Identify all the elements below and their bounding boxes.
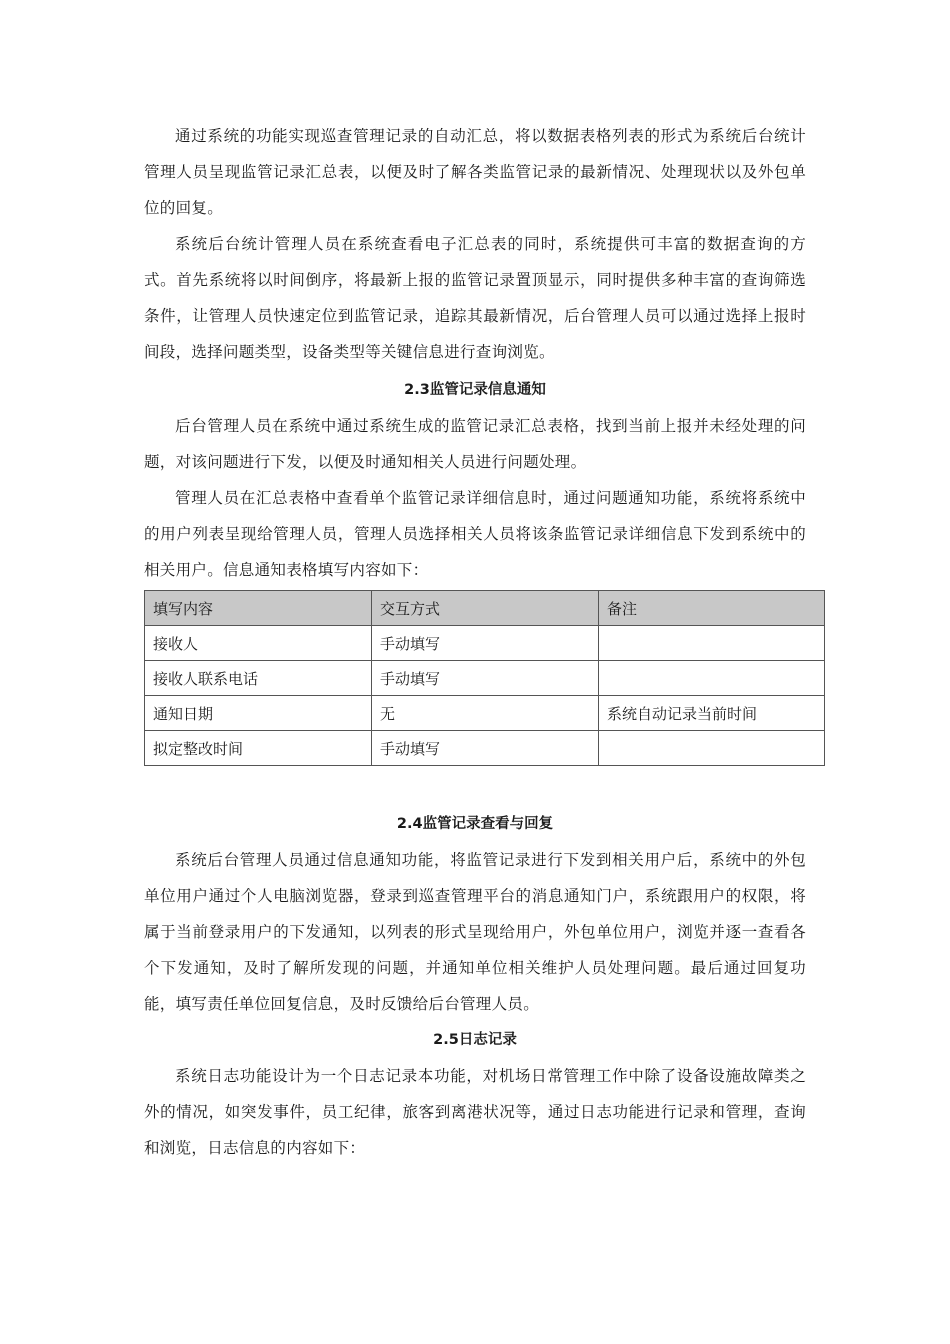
- section-2-4-paragraph-1: 系统后台管理人员通过信息通知功能，将监管记录进行下发到相关用户后，系统中的外包单位用户通过个人电脑浏览器，登录到巡查管理平台的消息通知门户，系统跟用户的权限，将属于当前登录用户的下发通知，以列表的形式呈现给用户，外包单位用户，浏览并逐一查看各个下发通知，及时了解所发现的问题，并通知单位相关维护人员处理问题。最后通过回复功能，填写责任单位回复信息，及时反馈给后台管理人员。: [144, 851, 806, 1013]
- table-cell: 拟定整改时间: [145, 731, 372, 766]
- table-header-cell: 交互方式: [372, 591, 599, 626]
- table-header-cell: 填写内容: [145, 591, 372, 626]
- intro-paragraph-1: 通过系统的功能实现巡查管理记录的自动汇总，将以数据表格列表的形式为系统后台统计管理人员呈现监管记录汇总表，以便及时了解各类监管记录的最新情况、处理现状以及外包单位的回复。: [144, 127, 806, 217]
- section-2-5-paragraph-1: 系统日志功能设计为一个日志记录本功能，对机场日常管理工作中除了设备设施故障类之外的情况，如突发事件，员工纪律，旅客到离港状况等，通过日志功能进行记录和管理，查询和浏览，日志信息的内容如下：: [144, 1067, 806, 1157]
- table-row: [145, 626, 825, 661]
- table-row: [145, 661, 825, 696]
- table-cell: 系统自动记录当前时间: [599, 696, 825, 731]
- table-cell: [599, 661, 825, 696]
- table-cell: 手动填写: [372, 661, 599, 696]
- document-body: [144, 118, 806, 1166]
- section-2-3-paragraph-1: 后台管理人员在系统中通过系统生成的监管记录汇总表格，找到当前上报并未经处理的问题，对该问题进行下发，以便及时通知相关人员进行问题处理。: [144, 417, 806, 471]
- intro-paragraph-2: 系统后台统计管理人员在系统查看电子汇总表的同时，系统提供可丰富的数据查询的方式。首先系统将以时间倒序，将最新上报的监管记录置顶显示，同时提供多种丰富的查询筛选条件，让管理人员快速定位到监管记录，追踪其最新情况，后台管理人员可以通过选择上报时间段，选择问题类型，设备类型等关键信息进行查询浏览。: [144, 235, 806, 361]
- section-2-3-heading: 2.3监管记录信息通知: [404, 382, 546, 398]
- table-cell: 接收人: [145, 626, 372, 661]
- notification-fields-table: [144, 590, 825, 766]
- table-cell: [599, 626, 825, 661]
- section-2-4-heading: 2.4监管记录查看与回复: [396, 816, 554, 832]
- table-cell: 接收人联系电话: [145, 661, 372, 696]
- section-2-3-paragraph-2: 管理人员在汇总表格中查看单个监管记录详细信息时，通过问题通知功能，系统将系统中的用户列表呈现给管理人员，管理人员选择相关人员将该条监管记录详细信息下发到系统中的相关用户。信息通知表格填写内容如下：: [144, 489, 806, 579]
- table-cell: 手动填写: [372, 731, 599, 766]
- table-row: [145, 731, 825, 766]
- table-cell: [599, 731, 825, 766]
- table-header-row: [145, 591, 825, 626]
- section-2-5-heading: 2.5日志记录: [433, 1032, 517, 1048]
- table-row: [145, 696, 825, 731]
- table-cell: 手动填写: [372, 626, 599, 661]
- table-header-cell: 备注: [599, 591, 825, 626]
- table-cell: 通知日期: [145, 696, 372, 731]
- table-cell: 无: [372, 696, 599, 731]
